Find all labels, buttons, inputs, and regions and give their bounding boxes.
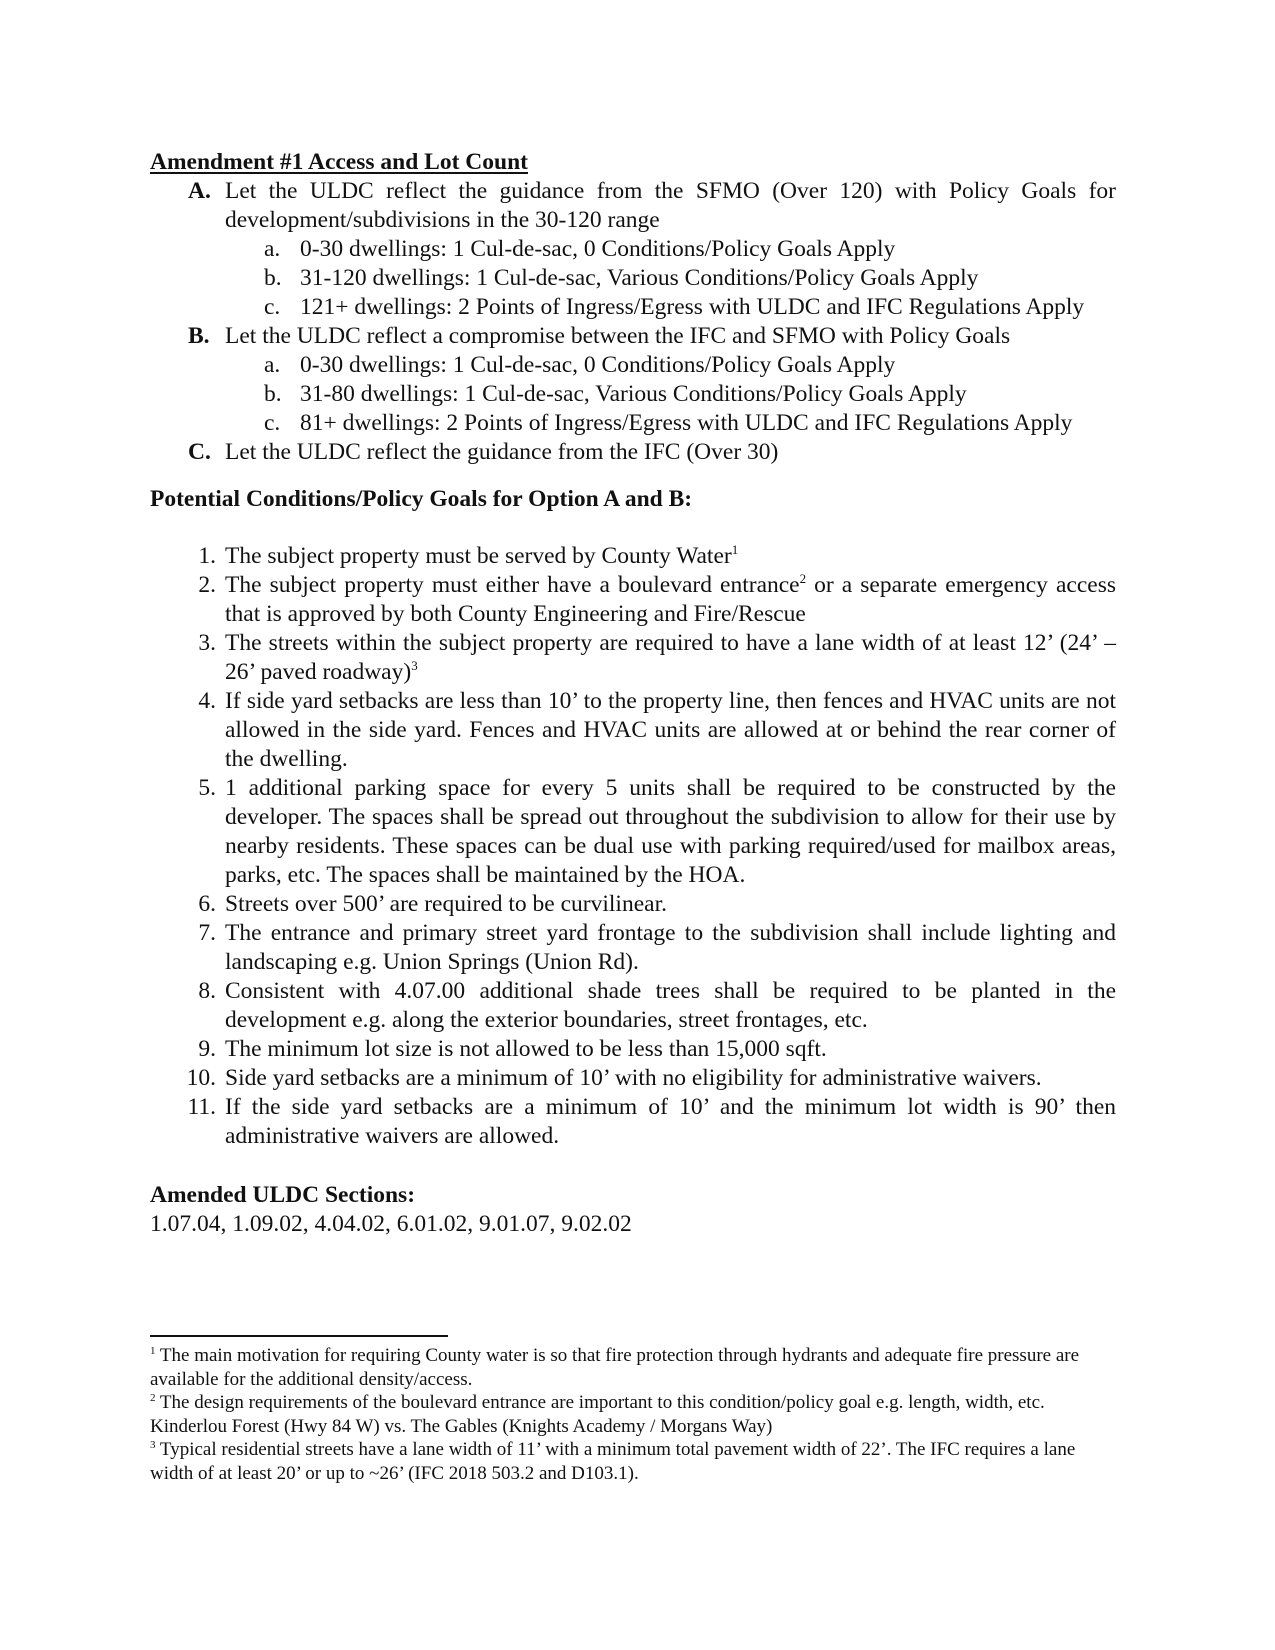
option-c: [150, 438, 1116, 467]
footnotes: [150, 1344, 1116, 1485]
option-a-item-a: [150, 235, 1116, 264]
item-marker: b.: [264, 381, 282, 407]
amended-sections-list: 1.07.04, 1.09.02, 4.04.02, 6.01.02, 9.01.07, 9.02.02: [150, 1211, 632, 1237]
condition-text: 1 additional parking space for every 5 units shall be required to be constructed by the developer. The spaces shall be spread out throughout the subdivision to allow for their use by nearby residents. These spaces can be dual use with parking required/used for mailbox areas, parks, etc. The spaces shall be maintained by the HOA.: [225, 775, 1116, 888]
condition-item: [150, 890, 1116, 919]
condition-text-continued: or a separate emergency access that is approved by both County Engineering and Fire/Rescue: [225, 572, 1116, 627]
option-b-item-a: [150, 351, 1116, 380]
footnote-text: The main motivation for requiring County water is so that fire protection through hydrants and adequate fire pressure are available for the additional density/access.: [150, 1345, 1080, 1390]
option-b-item-b: [150, 380, 1116, 409]
conditions-heading: Potential Conditions/Policy Goals for Option A and B:: [150, 486, 693, 512]
item-marker: a.: [264, 236, 281, 262]
condition-text: If the side yard setbacks are a minimum of 10’ and the minimum lot width is 90’ then administrative waivers are allowed.: [225, 1094, 1116, 1149]
item-text: 31-120 dwellings: 1 Cul-de-sac, Various Conditions/Policy Goals Apply: [300, 265, 979, 291]
option-b-item-c: [150, 409, 1116, 438]
footnote-ref: 1: [731, 542, 739, 557]
option-b: [150, 322, 1116, 351]
condition-text: Consistent with 4.07.00 additional shade trees shall be required to be planted in the development e.g. along the exterior boundaries, street frontages, etc.: [225, 978, 1116, 1033]
condition-text: Side yard setbacks are a minimum of 10’ with no eligibility for administrative waivers.: [225, 1065, 1042, 1091]
condition-number: 4.: [198, 688, 216, 714]
condition-number: 6.: [198, 891, 216, 917]
footnote-text: Typical residential streets have a lane width of 11’ with a minimum total pavement width of 22’. The IFC requires a lane width of at least 20’ or up to ~26’ (IFC 2018 503.2 and D103.1).: [150, 1439, 1076, 1484]
option-a-item-b: [150, 264, 1116, 293]
item-text: 0-30 dwellings: 1 Cul-de-sac, 0 Conditions/Policy Goals Apply: [300, 236, 896, 262]
condition-text: The minimum lot size is not allowed to be less than 15,000 sqft.: [225, 1036, 827, 1062]
condition-item: [150, 571, 1116, 629]
condition-number: 9.: [198, 1036, 216, 1062]
condition-item: [150, 977, 1116, 1035]
conditions-list: [150, 542, 1116, 1151]
option-text: Let the ULDC reflect the guidance from the SFMO (Over 120) with Policy Goals for development/subdivisions in the 30-120 range: [225, 178, 1116, 233]
section-title: Amendment #1 Access and Lot Count: [150, 149, 528, 175]
footnote-3: [150, 1438, 1116, 1485]
item-text: 81+ dwellings: 2 Points of Ingress/Egress with ULDC and IFC Regulations Apply: [300, 410, 1073, 436]
footnote-ref: 2: [799, 571, 807, 586]
footnote-1: [150, 1344, 1116, 1391]
footnote-number: 2: [150, 1392, 156, 1404]
condition-number: 7.: [198, 920, 216, 946]
condition-text: If side yard setbacks are less than 10’ to the property line, then fences and HVAC units are not allowed in the side yard. Fences and HVAC units are allowed at or behind the rear corner of the dwelling.: [225, 688, 1116, 772]
condition-number: 11.: [187, 1094, 216, 1120]
condition-item: [150, 542, 1116, 571]
option-marker: C.: [188, 439, 211, 465]
condition-number: 10.: [186, 1065, 216, 1091]
item-marker: a.: [264, 352, 281, 378]
item-text: 121+ dwellings: 2 Points of Ingress/Egress with ULDC and IFC Regulations Apply: [300, 294, 1085, 320]
condition-item: [150, 919, 1116, 977]
condition-number: 1.: [198, 543, 216, 569]
amended-sections-heading: Amended ULDC Sections:: [150, 1182, 416, 1208]
item-marker: b.: [264, 265, 282, 291]
footnote-number: 3: [150, 1439, 156, 1451]
footnote-ref: 3: [411, 658, 418, 673]
item-marker: c.: [264, 410, 281, 436]
footnote-2: [150, 1391, 1116, 1438]
item-marker: c.: [264, 294, 281, 320]
condition-item: [150, 1035, 1116, 1064]
footnote-separator: [150, 1335, 448, 1337]
condition-text: Streets over 500’ are required to be curvilinear.: [225, 891, 667, 917]
condition-item: [150, 774, 1116, 890]
option-marker: A.: [188, 178, 211, 204]
condition-item: [150, 1093, 1116, 1151]
condition-item: [150, 687, 1116, 774]
option-text: Let the ULDC reflect the guidance from the IFC (Over 30): [225, 439, 779, 465]
item-text: 0-30 dwellings: 1 Cul-de-sac, 0 Conditions/Policy Goals Apply: [300, 352, 896, 378]
condition-text: The subject property must be served by County Water: [225, 543, 732, 569]
condition-text: The entrance and primary street yard frontage to the subdivision shall include lighting and landscaping e.g. Union Springs (Union Rd).: [225, 920, 1116, 975]
option-marker: B.: [188, 323, 210, 349]
condition-text: The subject property must either have a boulevard entrance: [225, 572, 800, 598]
option-a-item-c: [150, 293, 1116, 322]
condition-text: The streets within the subject property are required to have a lane width of at least 12’ (24’ – 26’ paved roadway): [225, 630, 1116, 685]
condition-item: [150, 1064, 1116, 1093]
footnote-text: The design requirements of the boulevard entrance are important to this condition/policy goal e.g. length, width, etc. Kinderlou Forest (Hwy 84 W) vs. The Gables (Knights Academy / Morgans Way): [150, 1392, 1045, 1437]
condition-number: 5.: [198, 775, 216, 801]
option-a: [150, 177, 1116, 235]
footnote-number: 1: [150, 1345, 156, 1357]
condition-number: 2.: [198, 572, 216, 598]
option-text: Let the ULDC reflect a compromise between the IFC and SFMO with Policy Goals: [225, 323, 1011, 349]
item-text: 31-80 dwellings: 1 Cul-de-sac, Various Conditions/Policy Goals Apply: [300, 381, 967, 407]
condition-number: 8.: [198, 978, 216, 1004]
condition-item: [150, 629, 1116, 687]
condition-number: 3.: [198, 630, 216, 656]
document-body: [150, 148, 1116, 1239]
